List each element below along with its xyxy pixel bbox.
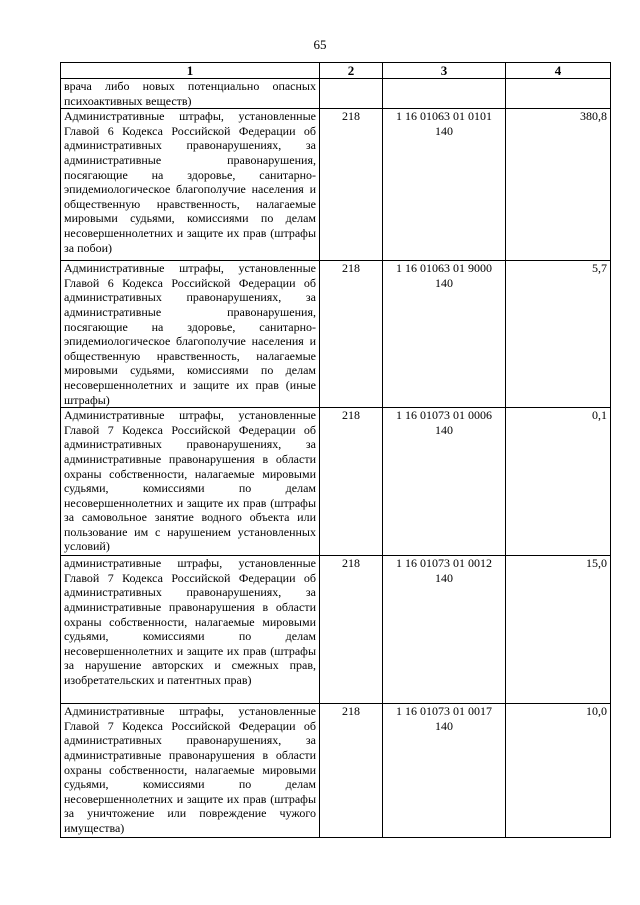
row-name-cell: Административные штрафы, установленные Главой 7 Кодекса Российской Федерации об административных правонарушениях, за административные правонарушения в области охраны собственности, налагаемые мировыми судьями, комиссиями по делам несовершеннолетних и защите их прав (штрафы за самовольное занятие водного объекта или пользование им с нарушением установленных условий) <box>61 408 320 556</box>
row-budget-code-cell: 1 16 01073 01 0012 140 <box>383 556 506 704</box>
row-name-cell: Административные штрафы, установленные Главой 7 Кодекса Российской Федерации об административных правонарушениях, за административные правонарушения в области охраны собственности, налагаемые мировыми судьями, комиссиями по делам несовершеннолетних и защите их прав (штрафы за уничтожение или повреждение чужого имущества) <box>61 704 320 838</box>
table-row <box>61 79 611 109</box>
row-admin-code-cell: 218 <box>320 556 383 704</box>
table-row <box>61 704 611 838</box>
row-budget-code-cell: 1 16 01063 01 0101 140 <box>383 109 506 261</box>
row-name-cell: врача либо новых потенциально опасных психоактивных веществ) <box>61 79 320 109</box>
column-header-3: 3 <box>383 63 506 79</box>
table-row <box>61 261 611 408</box>
row-amount-cell: 15,0 <box>506 556 611 704</box>
row-admin-code-cell: 218 <box>320 109 383 261</box>
row-name-cell: Административные штрафы, установленные Главой 6 Кодекса Российской Федерации об административных правонарушениях, за административные правонарушения, посягающие на здоровье, санитарно-эпидемиологическое благополучие населения и общественную нравственность, налагаемые мировыми судьями, комиссиями по делам несовершеннолетних и защите их прав (иные штрафы) <box>61 261 320 408</box>
budget-table <box>60 62 611 838</box>
column-header-2: 2 <box>320 63 383 79</box>
table-row <box>61 408 611 556</box>
page-number: 65 <box>313 37 327 52</box>
column-header-4: 4 <box>506 63 611 79</box>
row-amount-cell: 10,0 <box>506 704 611 838</box>
row-budget-code-cell: 1 16 01063 01 9000 140 <box>383 261 506 408</box>
row-amount-cell <box>506 79 611 109</box>
row-name-cell: административные штрафы, установленные Главой 7 Кодекса Российской Федерации об административных правонарушениях, за административные правонарушения в области охраны собственности, налагаемые мировыми судьями, комиссиями по делам несовершеннолетних и защите их прав (штрафы за нарушение авторских и смежных прав, изобретательских и патентных прав) <box>61 556 320 704</box>
row-amount-cell: 5,7 <box>506 261 611 408</box>
header-row <box>61 63 611 79</box>
row-admin-code-cell: 218 <box>320 408 383 556</box>
row-budget-code-cell: 1 16 01073 01 0017 140 <box>383 704 506 838</box>
row-budget-code-cell <box>383 79 506 109</box>
row-admin-code-cell: 218 <box>320 704 383 838</box>
row-name-cell: Административные штрафы, установленные Главой 6 Кодекса Российской Федерации об административных правонарушениях, за административные правонарушения, посягающие на здоровье, санитарно-эпидемиологическое благополучие населения и общественную нравственность, налагаемые мировыми судьями, комиссиями по делам несовершеннолетних и защите их прав (штрафы за побои) <box>61 109 320 261</box>
table-row <box>61 109 611 261</box>
table-row <box>61 556 611 704</box>
row-budget-code-cell: 1 16 01073 01 0006 140 <box>383 408 506 556</box>
column-header-1: 1 <box>61 63 320 79</box>
row-admin-code-cell <box>320 79 383 109</box>
row-amount-cell: 380,8 <box>506 109 611 261</box>
row-admin-code-cell: 218 <box>320 261 383 408</box>
row-amount-cell: 0,1 <box>506 408 611 556</box>
